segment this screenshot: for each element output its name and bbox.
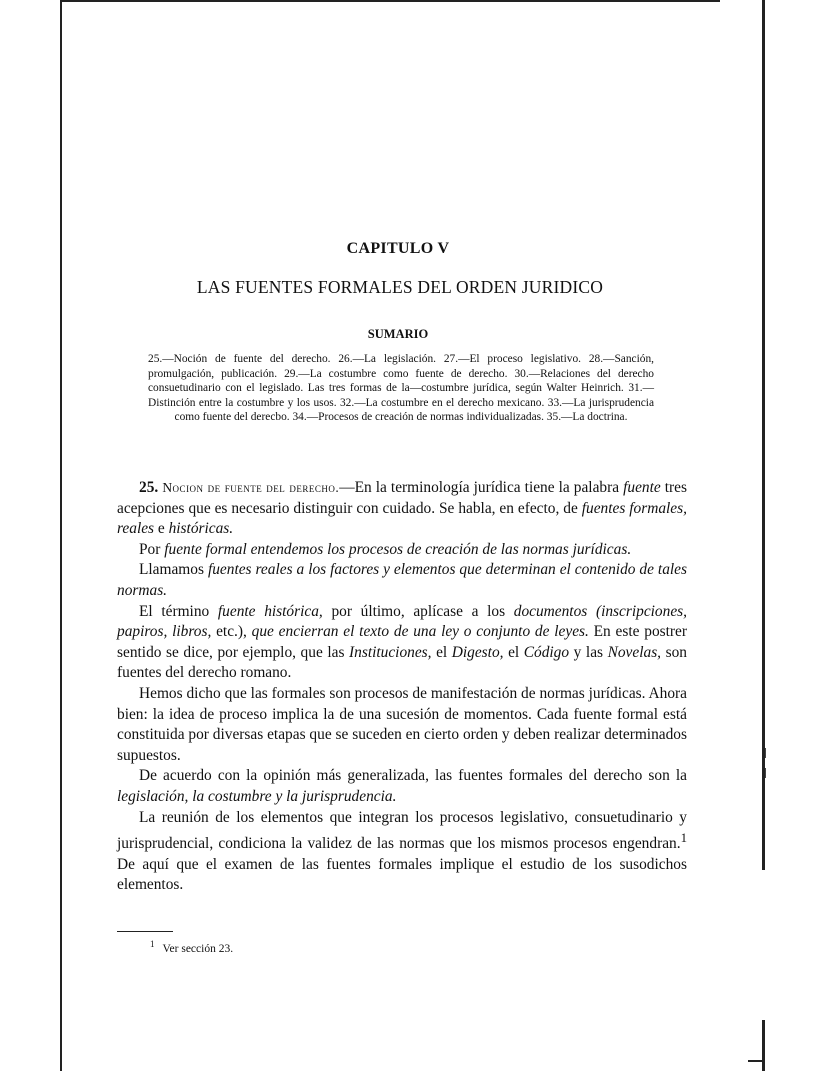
page-edge-top xyxy=(62,0,720,2)
page-corner xyxy=(748,1040,764,1062)
text-run: y las xyxy=(569,643,608,661)
text-run: e xyxy=(154,520,169,538)
italic-run: documentos (inscripciones, papiros, libros, xyxy=(117,602,687,641)
italic-run: fuentes formales, reales xyxy=(117,499,687,538)
page-edge-gap xyxy=(762,870,765,1020)
text-run: el xyxy=(431,643,452,661)
italic-run: que encierran el texto de una ley o conjunto de leyes. xyxy=(251,623,589,641)
section-number: 25. xyxy=(139,479,159,496)
text-run: Llamamos xyxy=(139,561,208,579)
italic-run: fuente xyxy=(623,479,661,496)
text-run: En este postrer sentido se dice, por ejemplo, que las xyxy=(117,623,687,661)
margin-mark xyxy=(765,768,766,778)
paragraph-7 xyxy=(117,808,687,897)
paragraph-4 xyxy=(117,602,687,684)
italic-run: Código xyxy=(523,643,570,661)
italic-run: Instituciones, xyxy=(349,643,432,661)
text-run: etc.), xyxy=(211,623,252,641)
paragraph-5: Hemos dicho que las formales son procesos de manifestación de normas jurídicas. Ahora bien: la idea de proceso implica la de una sucesión de momentos. Cada fuente formal está constituida por diversas etapas que se suceden en cierto orden y deben realizar determinados supuestos. xyxy=(117,684,687,764)
paragraph-6 xyxy=(117,766,687,807)
italic-run: Novelas, xyxy=(607,643,662,661)
text-run: el xyxy=(503,643,524,661)
footnote-rule xyxy=(117,931,173,932)
summary-heading: SUMARIO xyxy=(367,327,429,341)
text-run: son fuentes del derecho romano. xyxy=(117,643,687,682)
footnote-text: Ver sección 23. xyxy=(162,942,234,955)
summary-text: 25.—Noción de fuente del derecho. 26.—La legislación. 27.—El proceso legislativo. 28.—Sanción, promulgación, publicación. 29.—La costumbre como fuente de derecho. 30.—Relaciones del derecho consuetudinario con el legislado. Las tres formas de la—costumbre jurídica, según Walter Heinrich. 31.—Distinción entre la costumbre y los usos. 32.—La costumbre en el derecho mexicano. 33.—La jurisprudencia como fuente del derecbo. 34.—Procesos de creación de normas individualizadas. 35.—La doctrina. xyxy=(148,353,654,423)
text-run: —En la terminología jurídica tiene la palabra xyxy=(339,479,624,496)
footnote xyxy=(150,939,233,955)
italic-run: Digesto, xyxy=(451,643,504,661)
text-run: Por xyxy=(139,540,165,558)
paragraph-1 xyxy=(117,478,687,540)
text-run: por último, aplícase a los xyxy=(322,602,514,620)
italic-run: fuentes reales a los factores y elementos que determinan el contenido de tales normas. xyxy=(117,561,687,599)
italic-run: legislación, la costumbre y la jurisprudencia. xyxy=(117,787,397,805)
footnote-number: 1 xyxy=(150,939,155,949)
italic-run: fuente histórica, xyxy=(217,602,323,620)
paragraph-2 xyxy=(117,540,687,561)
page-edge-left xyxy=(60,0,62,1071)
section-heading: Nocion de fuente del derecho. xyxy=(162,480,340,495)
chapter-heading: CAPITULO V xyxy=(346,240,450,257)
text-run: De aquí que el examen de las fuentes formales implique el estudio de los susodichos elementos. xyxy=(117,855,687,894)
body-text xyxy=(117,478,687,896)
chapter-title: LAS FUENTES FORMALES DEL ORDEN JURIDICO xyxy=(196,277,604,297)
text-run: El término xyxy=(139,602,218,620)
text-run: De acuerdo con la opinión más generalizada, las fuentes formales del derecho son la xyxy=(139,767,687,785)
text-run: tres acepciones que es necesario distinguir con cuidado. Se habla, en efecto, de xyxy=(117,479,688,517)
italic-run: fuente formal entendemos los procesos de creación de las normas jurídicas. xyxy=(164,540,632,558)
text-run: La reunión de los elementos que integran los procesos legislativo, consuetudinario y jurisprudencial, condiciona la validez de las normas que los mismos procesos engendran. xyxy=(117,808,687,853)
margin-mark xyxy=(765,748,766,758)
footnote-ref: 1 xyxy=(680,831,687,846)
paragraph-3 xyxy=(117,560,687,601)
italic-run: históricas. xyxy=(168,520,234,538)
